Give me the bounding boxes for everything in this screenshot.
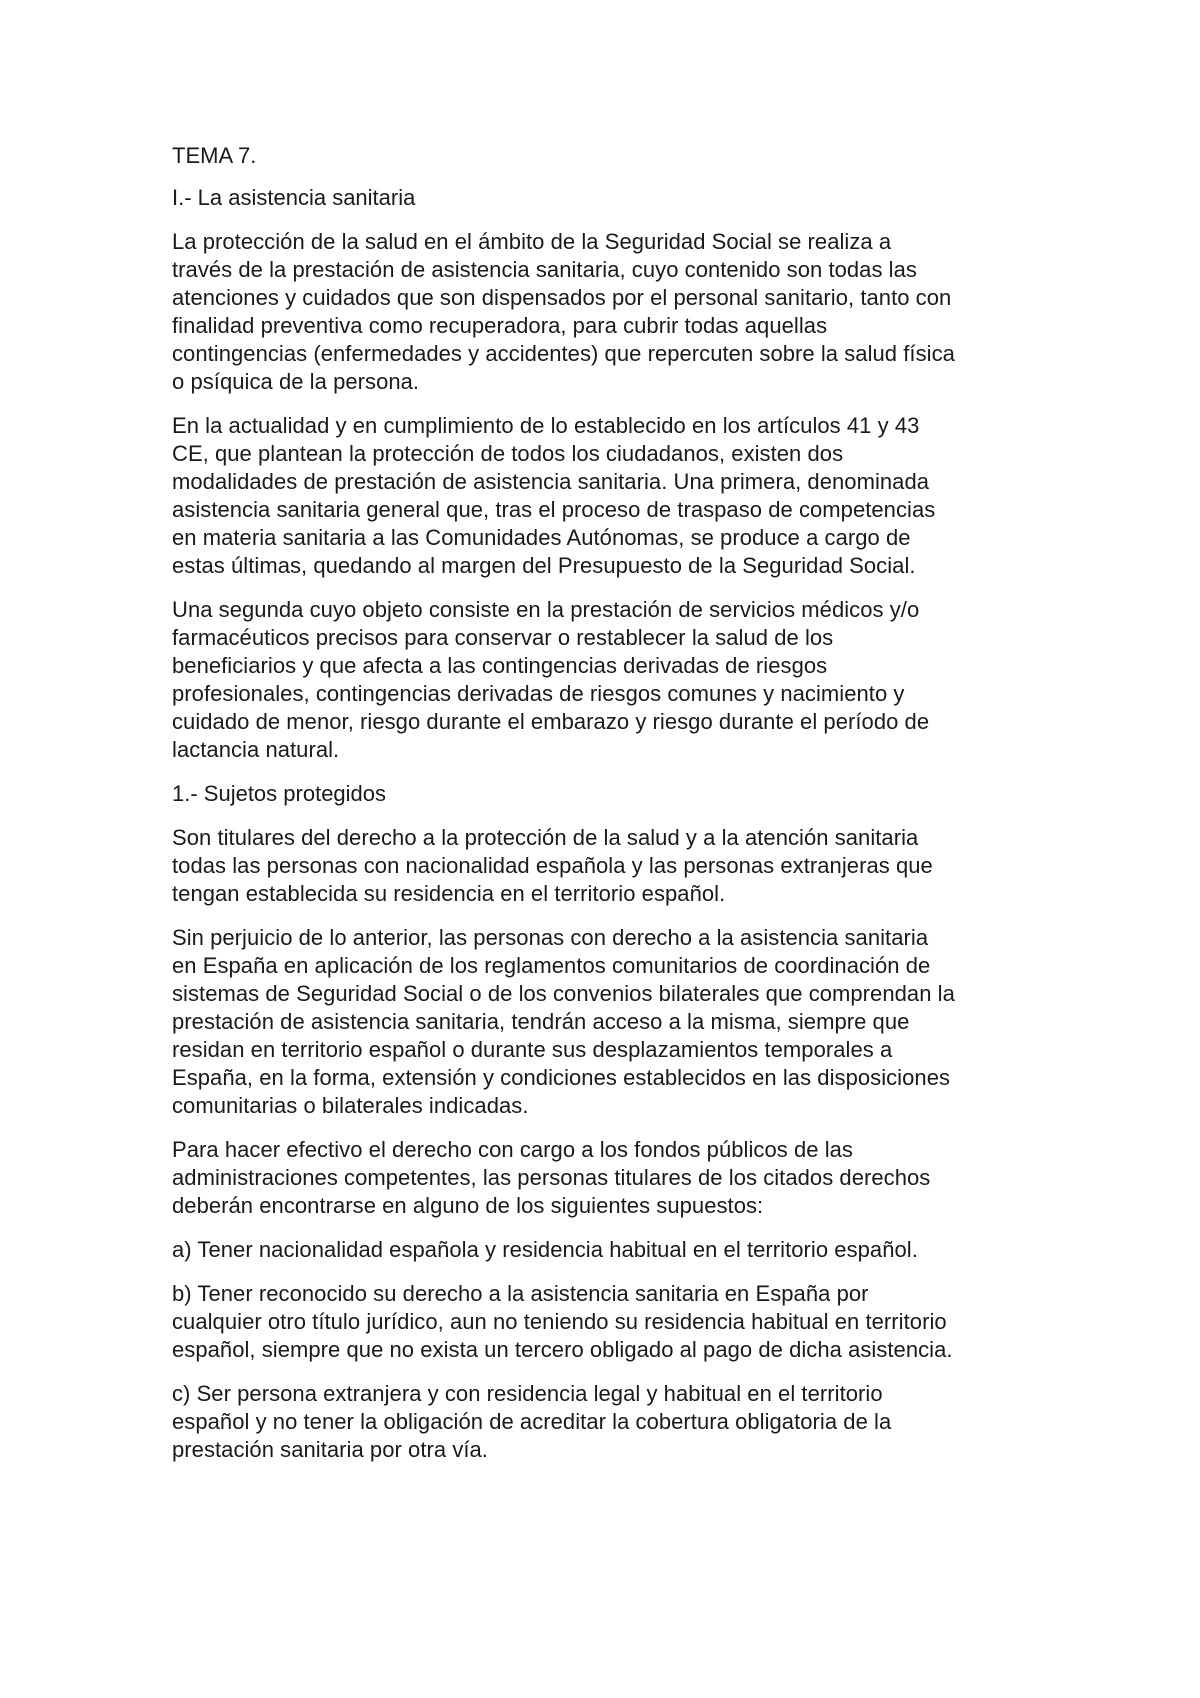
text-line: contingencias (enfermedades y accidentes) que repercuten sobre la salud física <box>172 341 955 366</box>
document-title: TEMA 7. <box>172 143 257 168</box>
text-line: residan en territorio español o durante sus desplazamientos temporales a <box>172 1037 893 1062</box>
text-line: atenciones y cuidados que son dispensados por el personal sanitario, tanto con <box>172 285 952 310</box>
text-line: comunitarias o bilaterales indicadas. <box>172 1093 529 1118</box>
text-line: cualquier otro título jurídico, aun no teniendo su residencia habitual en territorio <box>172 1309 947 1334</box>
paragraph <box>172 824 1052 908</box>
text-line: sistemas de Seguridad Social o de los convenios bilaterales que comprendan la <box>172 981 955 1006</box>
text-line: todas las personas con nacionalidad española y las personas extranjeras que <box>172 853 933 878</box>
text-line: CE, que plantean la protección de todos los ciudadanos, existen dos <box>172 441 844 466</box>
document-content <box>172 142 1052 1480</box>
paragraph <box>172 1380 1052 1464</box>
text-line: tengan establecida su residencia en el territorio español. <box>172 881 726 906</box>
text-line: Para hacer efectivo el derecho con cargo a los fondos públicos de las <box>172 1137 853 1162</box>
paragraph <box>172 1136 1052 1220</box>
paragraph <box>172 1280 1052 1364</box>
section-1-body <box>172 228 1052 764</box>
text-line: administraciones competentes, las personas titulares de los citados derechos <box>172 1165 931 1190</box>
text-line: prestación de asistencia sanitaria, tendrán acceso a la misma, siempre que <box>172 1009 910 1034</box>
text-line: finalidad preventiva como recuperadora, para cubrir todas aquellas <box>172 313 828 338</box>
paragraph <box>172 1236 1052 1264</box>
section-heading: 1.- Sujetos protegidos <box>172 781 387 806</box>
paragraph <box>172 412 1052 580</box>
text-line: a) Tener nacionalidad española y residencia habitual en el territorio español. <box>172 1237 918 1262</box>
text-line: modalidades de prestación de asistencia sanitaria. Una primera, denominada <box>172 469 930 494</box>
text-line: español, siempre que no exista un tercero obligado al pago de dicha asistencia. <box>172 1337 953 1362</box>
paragraph <box>172 596 1052 764</box>
text-line: Sin perjuicio de lo anterior, las personas con derecho a la asistencia sanitaria <box>172 925 929 950</box>
text-line: cuidado de menor, riesgo durante el embarazo y riesgo durante el período de <box>172 709 930 734</box>
paragraph <box>172 228 1052 396</box>
text-line: prestación sanitaria por otra vía. <box>172 1437 488 1462</box>
text-line: través de la prestación de asistencia sanitaria, cuyo contenido son todas las <box>172 257 917 282</box>
text-line: farmacéuticos precisos para conservar o restablecer la salud de los <box>172 625 834 650</box>
text-line: deberán encontrarse en alguno de los siguientes supuestos: <box>172 1193 764 1218</box>
paragraph <box>172 924 1052 1120</box>
text-line: Son titulares del derecho a la protección de la salud y a la atención sanitaria <box>172 825 919 850</box>
text-line: español y no tener la obligación de acreditar la cobertura obligatoria de la <box>172 1409 892 1434</box>
text-line: estas últimas, quedando al margen del Presupuesto de la Seguridad Social. <box>172 553 916 578</box>
text-line: profesionales, contingencias derivadas de riesgos comunes y nacimiento y <box>172 681 905 706</box>
text-line: Una segunda cuyo objeto consiste en la prestación de servicios médicos y/o <box>172 597 920 622</box>
text-line: asistencia sanitaria general que, tras el proceso de traspaso de competencias <box>172 497 936 522</box>
section-2-body <box>172 824 1052 1464</box>
text-line: España, en la forma, extensión y condiciones establecidos en las disposiciones <box>172 1065 951 1090</box>
text-line: en España en aplicación de los reglamentos comunitarios de coordinación de <box>172 953 931 978</box>
text-line: beneficiarios y que afecta a las contingencias derivadas de riesgos <box>172 653 828 678</box>
section-heading: I.- La asistencia sanitaria <box>172 185 416 210</box>
text-line: en materia sanitaria a las Comunidades Autónomas, se produce a cargo de <box>172 525 911 550</box>
text-line: La protección de la salud en el ámbito de la Seguridad Social se realiza a <box>172 229 892 254</box>
text-line: c) Ser persona extranjera y con residencia legal y habitual en el territorio <box>172 1381 883 1406</box>
text-line: lactancia natural. <box>172 737 340 762</box>
text-line: b) Tener reconocido su derecho a la asistencia sanitaria en España por <box>172 1281 869 1306</box>
text-line: En la actualidad y en cumplimiento de lo establecido en los artículos 41 y 43 <box>172 413 920 438</box>
text-line: o psíquica de la persona. <box>172 369 420 394</box>
